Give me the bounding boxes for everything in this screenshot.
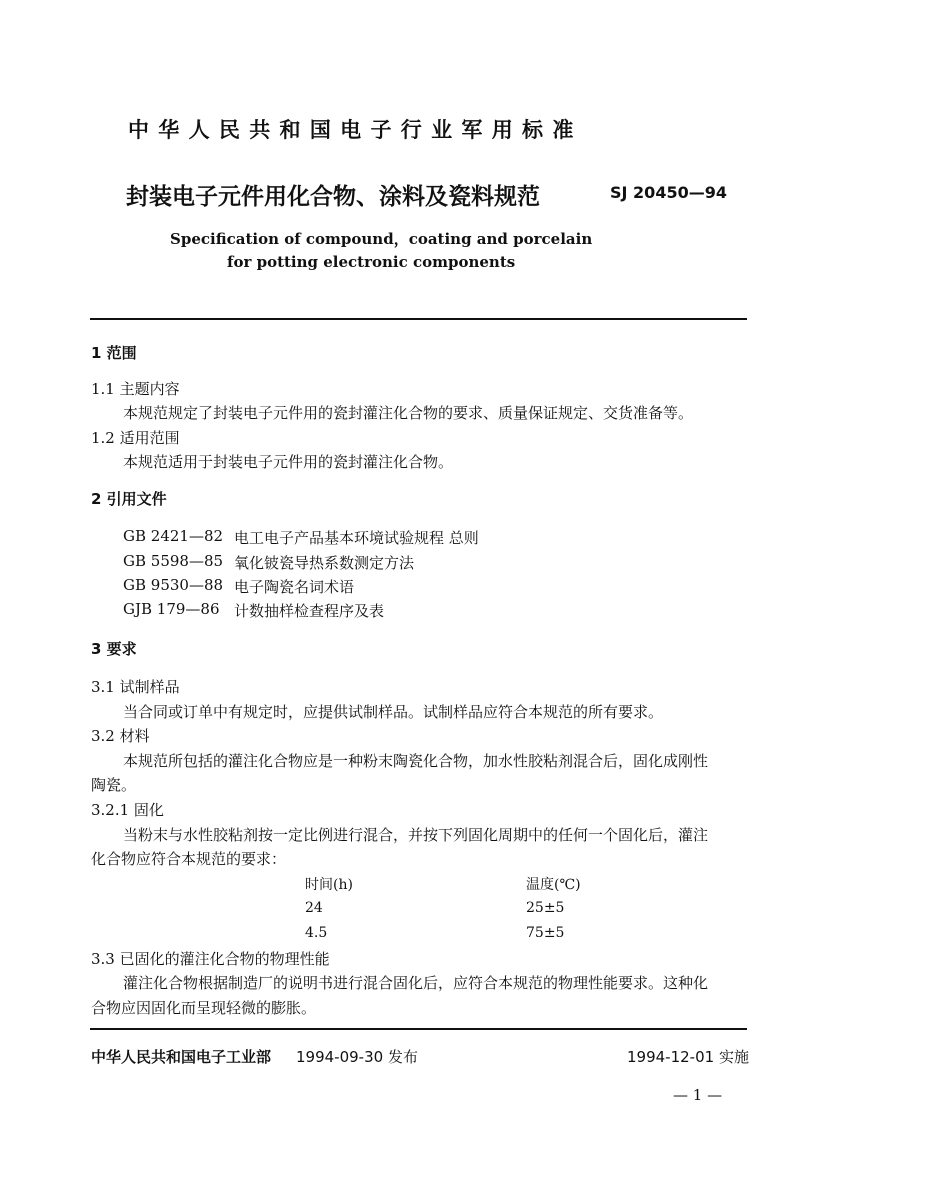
section-3-3-text-line2: 合物应因固化而呈现轻微的膨胀。 [91, 999, 317, 1017]
issue-date: 1994-09-30 发布 [296, 1048, 418, 1066]
section-1-1-heading: 1.1 主题内容 [91, 380, 180, 398]
issuer: 中华人民共和国电子工业部 [91, 1048, 272, 1066]
reference-name: 电子陶瓷名词术语 [234, 578, 355, 596]
cure-table-header-temp: 温度(℃) [526, 877, 581, 893]
section-2-heading: 2 引用文件 [91, 490, 167, 508]
section-3-2-text-line2: 陶瓷。 [91, 776, 137, 794]
section-1-2-text: 本规范适用于封装电子元件用的瓷封灌注化合物。 [123, 453, 454, 471]
section-1-2-heading: 1.2 适用范围 [91, 429, 180, 447]
document-title-cn: 封装电子元件用化合物、涂料及瓷料规范 [126, 184, 540, 210]
section-3-2-1-text-line2: 化合物应符合本规范的要求： [91, 850, 287, 868]
effective-date: 1994-12-01 实施 [627, 1048, 749, 1066]
page-number: — 1 — [673, 1086, 723, 1104]
standard-code: SJ 20450—94 [610, 183, 727, 202]
section-3-2-1-text-line1: 当粉末与水性胶粘剂按一定比例进行混合，并按下列固化周期中的任何一个固化后，灌注 [123, 826, 709, 844]
reference-code: GJB 179—86 [123, 600, 220, 618]
reference-name: 计数抽样检查程序及表 [234, 602, 385, 620]
document-title-en-line2: for potting electronic components [227, 253, 516, 271]
section-3-heading: 3 要求 [91, 640, 137, 658]
cure-table-cell-temp: 25±5 [526, 900, 565, 916]
section-3-1-heading: 3.1 试制样品 [91, 678, 180, 696]
section-3-2-1-heading: 3.2.1 固化 [91, 801, 164, 819]
cure-table-header-time: 时间(h) [305, 877, 353, 893]
cure-table-cell-time: 4.5 [305, 925, 328, 941]
section-1-heading: 1 范围 [91, 344, 137, 362]
reference-code: GB 9530—88 [123, 576, 224, 594]
section-3-2-heading: 3.2 材料 [91, 727, 150, 745]
section-3-3-heading: 3.3 已固化的灌注化合物的物理性能 [91, 950, 330, 968]
section-3-3-text-line1: 灌注化合物根据制造厂的说明书进行混合固化后，应符合本规范的物理性能要求。这种化 [123, 974, 709, 992]
section-3-2-text-line1: 本规范所包括的灌注化合物应是一种粉末陶瓷化合物，加水性胶粘剂混合后，固化成刚性 [123, 752, 709, 770]
standard-category: 中 华 人 民 共 和 国 电 子 行 业 军 用 标 准 [128, 118, 575, 142]
reference-code: GB 2421—82 [123, 527, 224, 545]
section-1-1-text: 本规范规定了封装电子元件用的瓷封灌注化合物的要求、质量保证规定、交货准备等。 [123, 404, 694, 422]
reference-code: GB 5598—85 [123, 552, 224, 570]
header-divider [90, 318, 747, 320]
reference-name: 电工电子产品基本环境试验规程 总则 [234, 529, 479, 547]
reference-name: 氧化铍瓷导热系数测定方法 [234, 554, 415, 572]
section-3-1-text: 当合同或订单中有规定时，应提供试制样品。试制样品应符合本规范的所有要求。 [123, 703, 664, 721]
cure-table-cell-temp: 75±5 [526, 925, 565, 941]
footer-divider [90, 1028, 747, 1030]
cure-table-cell-time: 24 [305, 900, 323, 916]
document-title-en-line1: Specification of compound，coating and porcelain [170, 230, 593, 248]
